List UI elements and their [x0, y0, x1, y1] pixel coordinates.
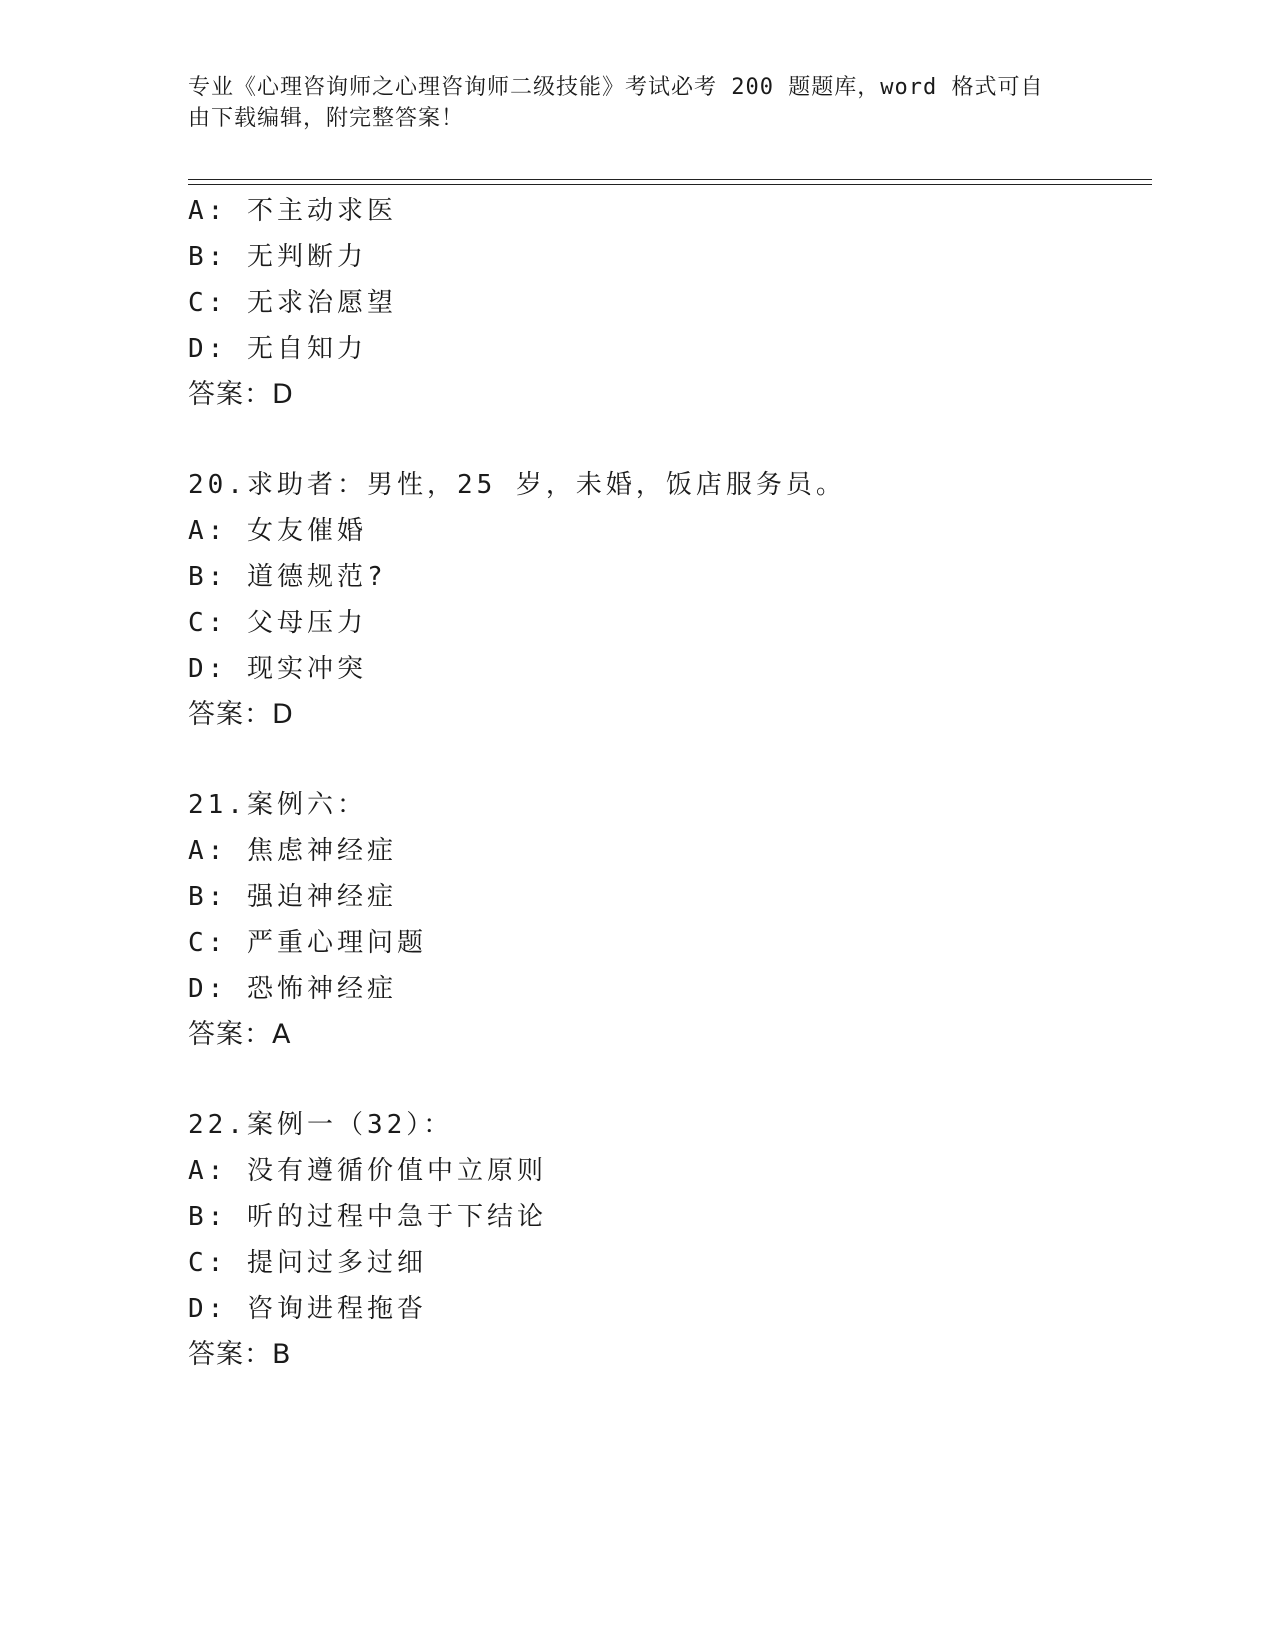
option-c: C: 无求治愿望 — [188, 288, 397, 318]
option-c: C: 父母压力 — [188, 608, 367, 638]
answer-line: 答案：D — [188, 699, 294, 730]
question-stem: 21.案例六： — [188, 790, 367, 820]
question-list — [188, 188, 1148, 1422]
option-b: B: 强迫神经症 — [188, 882, 397, 912]
option-a: A: 女友催婚 — [188, 516, 367, 546]
question-stem: 22.案例一（32）： — [188, 1110, 454, 1140]
option-a: A: 焦虑神经症 — [188, 836, 397, 866]
option-d: D: 恐怖神经症 — [188, 974, 397, 1004]
option-d: D: 咨询进程拖沓 — [188, 1294, 427, 1324]
option-c: C: 严重心理问题 — [188, 928, 427, 958]
header-line-1: 专业《心理咨询师之心理咨询师二级技能》考试必考 200 题题库，word 格式可自 — [188, 75, 1044, 100]
question-block — [188, 1102, 1148, 1378]
answer-line: 答案：D — [188, 379, 294, 410]
option-b: B: 无判断力 — [188, 242, 367, 272]
option-a: A: 不主动求医 — [188, 196, 397, 226]
header-line-2: 由下载编辑，附完整答案！ — [188, 106, 465, 131]
question-stem: 20.求助者：男性，25 岁，未婚，饭店服务员。 — [188, 470, 846, 500]
question-block — [188, 462, 1148, 738]
question-block — [188, 188, 1148, 418]
option-d: D: 无自知力 — [188, 334, 367, 364]
option-a: A: 没有遵循价值中立原则 — [188, 1156, 547, 1186]
header-divider-top — [188, 179, 1152, 180]
option-c: C: 提问过多过细 — [188, 1248, 427, 1278]
answer-line: 答案：A — [188, 1019, 292, 1050]
option-d: D: 现实冲突 — [188, 654, 367, 684]
option-b: B: 听的过程中急于下结论 — [188, 1202, 547, 1232]
header-divider-bottom — [188, 184, 1152, 185]
option-b: B: 道德规范? — [188, 562, 387, 592]
answer-line: 答案：B — [188, 1339, 292, 1370]
question-block — [188, 782, 1148, 1058]
document-header — [188, 72, 1068, 134]
